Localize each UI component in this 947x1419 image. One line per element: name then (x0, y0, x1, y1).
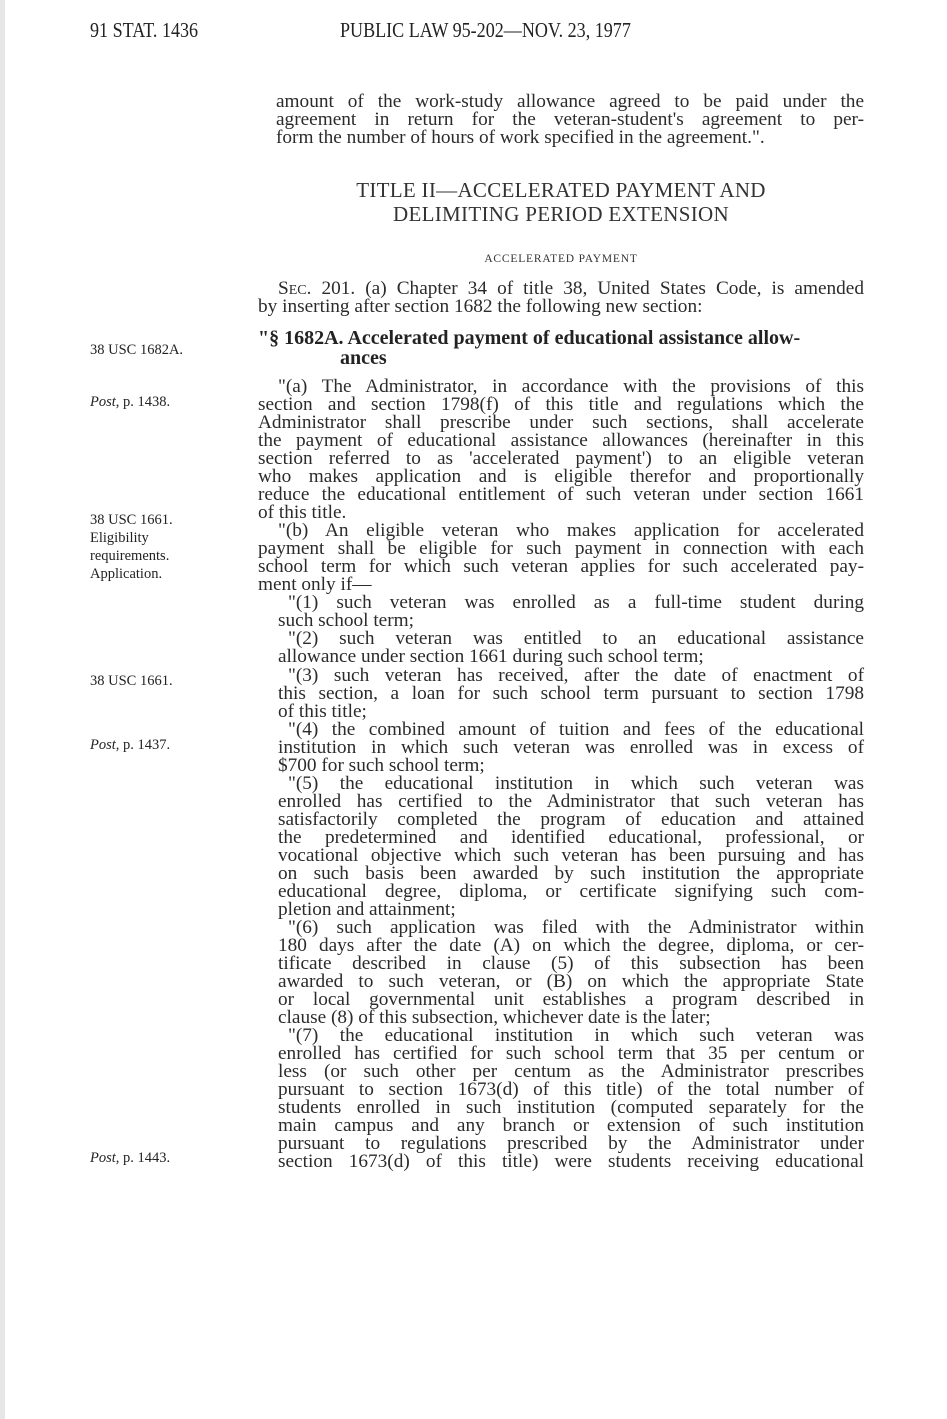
body-line: the payment of educational assistance allowances (hereinafter in this (258, 430, 864, 451)
body-line: who makes application and is eligible therefor and proportionally (258, 466, 864, 487)
title-heading-line-2: DELIMITING PERIOD EXTENSION (393, 202, 729, 226)
continuation-line: agreement in return for the veteran-student's agreement to per- (276, 109, 864, 130)
page-citation: 91 STAT. 1436 (90, 18, 199, 42)
body-line: this section, a loan for such school term pursuant to section 1798 (278, 683, 864, 704)
margin-note-italic: Post, (90, 737, 120, 753)
body-line: of this title. (258, 502, 347, 523)
body-line: less (or such other per centum as the Administrator prescribes (278, 1061, 864, 1082)
body-line: "(4) the combined amount of tuition and fees of the educational (288, 719, 864, 740)
margin-note (90, 548, 169, 564)
body-line: "(b) An eligible veteran who makes application for accelerated (278, 520, 864, 541)
body-line: reduce the educational entitlement of such veteran under section 1661 (258, 484, 864, 505)
running-title: PUBLIC LAW 95-202—NOV. 23, 1977 (340, 18, 631, 42)
body-line: tificate described in clause (5) of this subsection has been (278, 953, 864, 974)
body-line: pursuant to regulations prescribed by the Administrator under (278, 1133, 864, 1154)
body-line: section and section 1798(f) of this title and regulations which the (258, 394, 864, 415)
body-line: of this title; (278, 701, 367, 722)
body-line: enrolled has certified to the Administrator that such veteran has (278, 791, 864, 812)
margin-note (90, 530, 149, 546)
margin-note-text: p. 1443. (119, 1150, 171, 1166)
body-line: "(7) the educational institution in which such veteran was (288, 1025, 864, 1046)
continuation-line: form the number of hours of work specified in the agreement.". (276, 127, 765, 148)
body-line: satisfactorily completed the program of education and attained (278, 809, 864, 830)
body-line: on such basis been awarded by such institution the appropriate (278, 863, 864, 884)
margin-note-text: 38 USC 1661. (90, 512, 173, 528)
body-line: allowance under section 1661 during such school term; (278, 646, 704, 667)
body-line: institution in which such veteran was enrolled was in excess of (278, 737, 864, 758)
title-heading-line-1: TITLE II—ACCELERATED PAYMENT AND (356, 178, 766, 202)
body-line: $700 for such school term; (278, 755, 485, 776)
margin-note-text: Eligibility (90, 530, 149, 546)
section-intro-text: 201. (a) Chapter 34 of title 38, United States Code, is amended (311, 278, 864, 299)
section-intro-line-2: by inserting after section 1682 the following new section: (258, 296, 703, 317)
body-line: payment shall be eligible for such payment in connection with each (258, 538, 864, 559)
body-line: awarded to such veteran, or (B) on which the appropriate State (278, 971, 864, 992)
body-line: "(6) such application was filed with the Administrator within (288, 917, 864, 938)
body-line: such school term; (278, 610, 415, 631)
body-line: 180 days after the date (A) on which the degree, diploma, or cer- (278, 935, 864, 956)
margin-note (90, 1150, 170, 1166)
body-line: ment only if— (258, 574, 372, 595)
body-line: section 1673(d) of this title) were students receiving educational (278, 1151, 864, 1172)
page-edge (0, 0, 5, 1419)
body-line: clause (8) of this subsection, whichever date is the later; (278, 1007, 711, 1028)
margin-note-italic: Post, (90, 394, 120, 410)
section-heading-line-1: "§ 1682A. Accelerated payment of educational assistance allow- (258, 327, 801, 349)
body-line: enrolled has certified for such school term that 35 per centum or (278, 1043, 864, 1064)
margin-note (90, 342, 183, 358)
margin-note (90, 512, 173, 528)
body-line: main campus and any branch or extension of such institution (278, 1115, 864, 1136)
margin-note (90, 394, 170, 410)
section-label: Sec. (278, 278, 312, 299)
body-line: vocational objective which such veteran has been pursuing and has (278, 845, 864, 866)
margin-note (90, 673, 173, 689)
continuation-line: amount of the work-study allowance agreed to be paid under the (276, 91, 864, 112)
body-line: pletion and attainment; (278, 899, 456, 920)
margin-note-text: 38 USC 1661. (90, 673, 173, 689)
margin-note-text: requirements. (90, 548, 170, 564)
body-line: the predetermined and identified educational, professional, or (278, 827, 864, 848)
body-line: pursuant to section 1673(d) of this title) of the total number of (278, 1079, 864, 1100)
margin-note-text: p. 1437. (119, 737, 171, 753)
body-line: section referred to as 'accelerated payment') to an eligible veteran (258, 448, 864, 469)
margin-note-text: 38 USC 1682A. (90, 342, 184, 358)
body-line: "(5) the educational institution in which such veteran was (288, 773, 864, 794)
body-line: "(3) such veteran has received, after the date of enactment of (288, 665, 864, 686)
subheading: ACCELERATED PAYMENT (484, 253, 638, 265)
body-line: or local governmental unit establishes a program described in (278, 989, 864, 1010)
body-line: Administrator shall prescribe under such sections, shall accelerate (258, 412, 864, 433)
margin-note (90, 737, 170, 753)
body-line: school term for which such veteran applies for such accelerated pay- (258, 556, 864, 577)
margin-note-text: Application. (90, 566, 163, 582)
margin-note (90, 566, 162, 582)
body-line: students enrolled in such institution (computed separately for the (278, 1097, 864, 1118)
margin-note-text: p. 1438. (119, 394, 171, 410)
body-line: educational degree, diploma, or certificate signifying such com- (278, 881, 864, 902)
body-line: "(2) such veteran was entitled to an educational assistance (288, 628, 864, 649)
body-line: "(1) such veteran was enrolled as a full-time student during (288, 592, 864, 613)
section-heading-line-2: ances (340, 347, 387, 369)
margin-note-italic: Post, (90, 1150, 120, 1166)
body-line: "(a) The Administrator, in accordance with the provisions of this (278, 376, 864, 397)
